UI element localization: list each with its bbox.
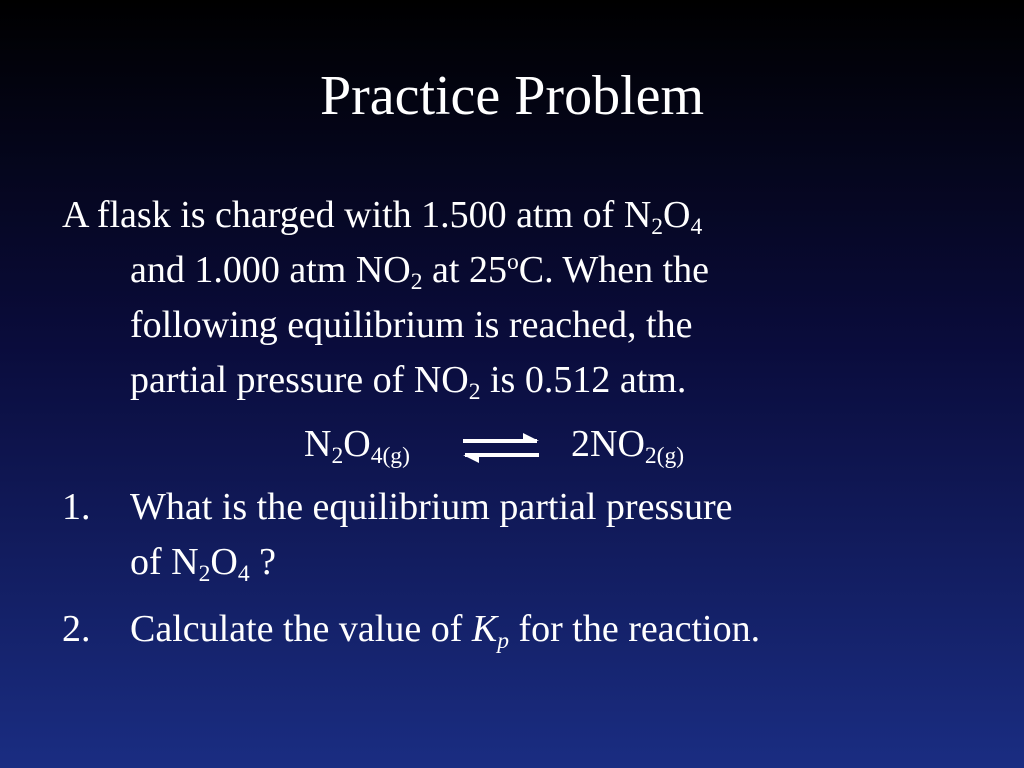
subscript: 4(g) — [370, 443, 410, 470]
kp-symbol: K — [471, 608, 498, 650]
question-text: What is the equilibrium partial pressure — [130, 486, 733, 528]
problem-line-1 — [62, 188, 982, 243]
problem-text: A flask is charged with 1.500 atm of N — [62, 194, 652, 236]
question-2 — [62, 602, 760, 657]
reactant-text: O — [343, 423, 371, 465]
subscript: 2 — [410, 269, 423, 296]
problem-text: and 1.000 atm NO — [130, 249, 411, 291]
problem-line-4 — [62, 353, 982, 408]
subscript: 2 — [468, 379, 481, 406]
problem-line-2 — [62, 243, 982, 298]
question-1-line-2 — [62, 535, 733, 590]
subscript: 4 — [690, 214, 703, 241]
subscript: 2(g) — [644, 443, 685, 470]
problem-statement — [62, 188, 982, 408]
problem-text: is 0.512 atm. — [480, 359, 687, 401]
subscript: 2 — [198, 561, 211, 588]
subscript: 2 — [331, 443, 344, 470]
question-text: ? — [249, 541, 276, 583]
superscript: o — [506, 249, 519, 276]
question-number: 2. — [62, 608, 91, 650]
problem-text: O — [663, 194, 691, 236]
subscript: 2 — [651, 214, 664, 241]
problem-text: at 25 — [422, 249, 507, 291]
problem-line-3: following equilibrium is reached, the — [130, 304, 693, 346]
question-1 — [62, 480, 733, 590]
subscript: 4 — [237, 561, 250, 588]
question-text: for the reaction. — [509, 608, 761, 650]
question-number: 1. — [62, 486, 91, 528]
slide-title: Practice Problem — [319, 65, 705, 127]
problem-text: partial pressure of NO — [130, 359, 469, 401]
equilibrium-arrows-icon — [461, 429, 541, 469]
question-text: of N — [130, 541, 199, 583]
product — [571, 417, 684, 472]
problem-text: C. When the — [518, 249, 710, 291]
reactant-text: N — [304, 423, 332, 465]
reactant — [304, 417, 410, 472]
question-text: Calculate the value of — [130, 608, 472, 650]
product-text: 2NO — [571, 423, 645, 465]
subscript: p — [497, 628, 509, 655]
question-text: O — [210, 541, 238, 583]
